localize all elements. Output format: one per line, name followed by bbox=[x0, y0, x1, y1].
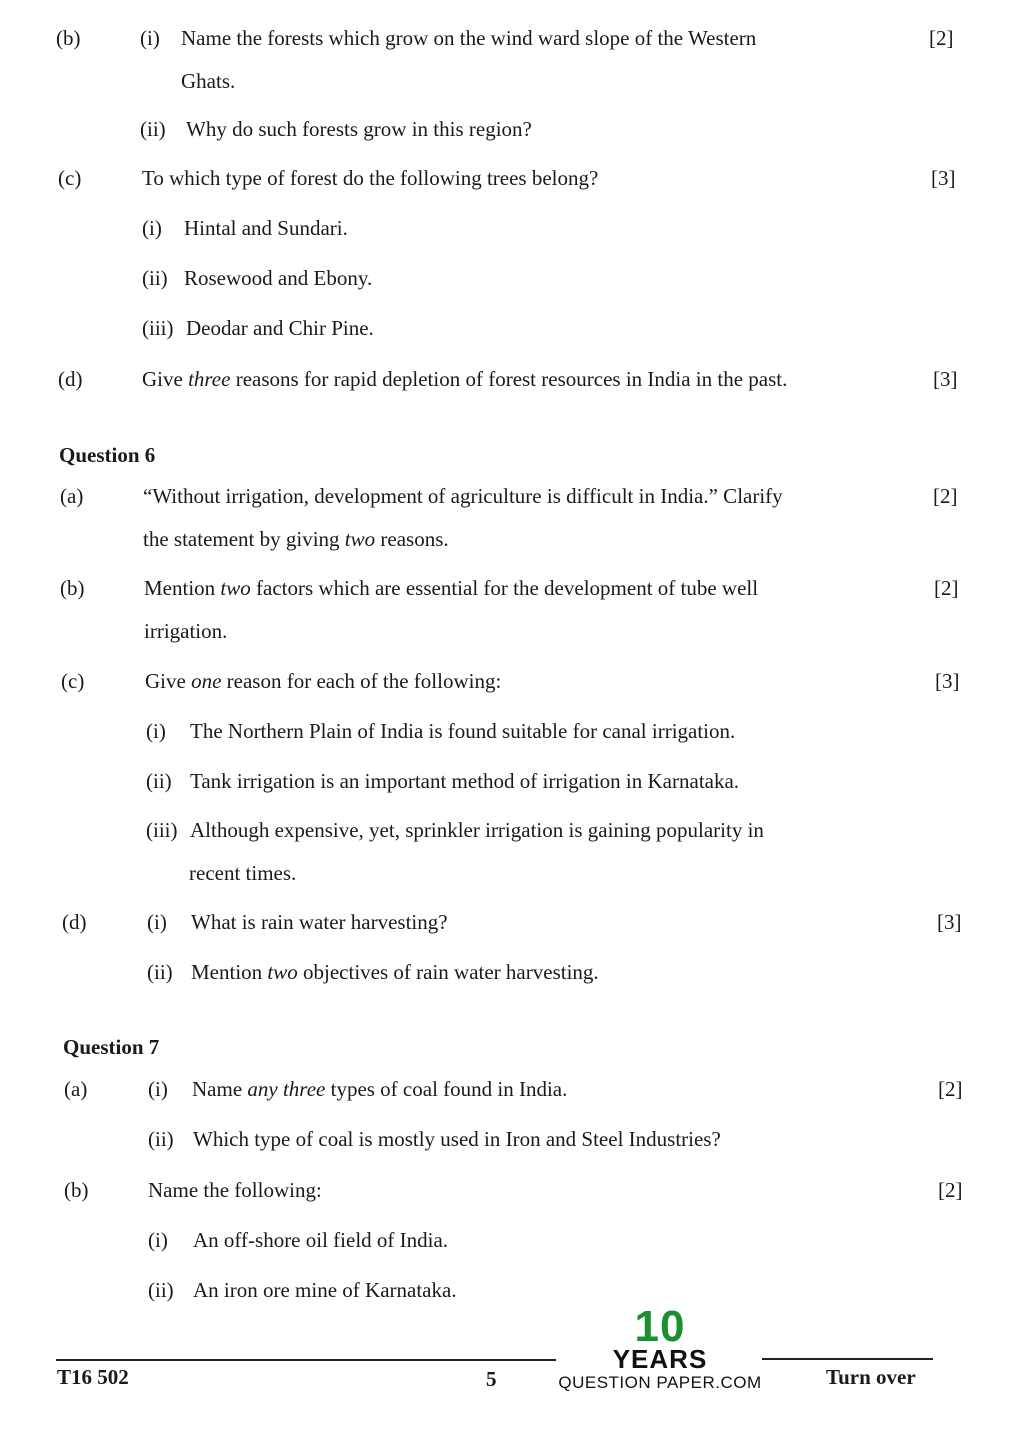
page-number: 5 bbox=[486, 1367, 497, 1391]
q6-d-marks: [3] bbox=[937, 910, 962, 934]
q7-b-label: (b) bbox=[64, 1178, 89, 1202]
q5-d-text-em: three bbox=[188, 367, 231, 391]
footer-rule-right bbox=[762, 1358, 933, 1360]
q6-d-ii-post: objectives of rain water harvesting. bbox=[297, 960, 599, 984]
q7-b-i-text: An off-shore oil field of India. bbox=[193, 1228, 449, 1252]
q6-b-line1-post: factors which are essential for the development of tube well bbox=[250, 576, 759, 600]
q7-a-i-em: any three bbox=[247, 1077, 326, 1101]
q6-a-marks: [2] bbox=[933, 484, 958, 508]
q5-b-ii-num: (ii) bbox=[140, 117, 166, 141]
q6-d-i-num: (i) bbox=[147, 910, 167, 934]
q7-b-text: Name the following: bbox=[148, 1178, 322, 1202]
q6-c-label: (c) bbox=[61, 669, 85, 693]
q6-d-ii-pre: Mention bbox=[191, 960, 268, 984]
q5-c-item-3-num: (iii) bbox=[142, 316, 174, 340]
q7-b-i-num: (i) bbox=[148, 1228, 168, 1252]
q7-b-ii-text: An iron ore mine of Karnataka. bbox=[193, 1278, 457, 1302]
q6-d-ii-text bbox=[191, 960, 599, 985]
question-7-title: Question 7 bbox=[63, 1035, 160, 1059]
q5-c-text: To which type of forest do the following trees belong? bbox=[142, 166, 599, 190]
q5-d-label: (d) bbox=[58, 367, 83, 391]
q6-c-iii-line1: Although expensive, yet, sprinkler irrigation is gaining popularity in bbox=[190, 818, 764, 842]
paper-code: T16 502 bbox=[57, 1365, 129, 1389]
q7-a-i-post: types of coal found in India. bbox=[325, 1077, 568, 1101]
q7-a-label: (a) bbox=[64, 1077, 88, 1101]
q6-b-line2: irrigation. bbox=[144, 619, 228, 643]
q7-b-ii-num: (ii) bbox=[148, 1278, 174, 1302]
q6-a-line1: “Without irrigation, development of agriculture is difficult in India.” Clarify bbox=[143, 484, 783, 508]
q5-b-label: (b) bbox=[56, 26, 81, 50]
q6-c-ii-text: Tank irrigation is an important method of irrigation in Karnataka. bbox=[190, 769, 740, 793]
q6-d-i-text: What is rain water harvesting? bbox=[191, 910, 448, 934]
q5-b-i-line2: Ghats. bbox=[181, 69, 236, 93]
q6-b-line1-pre: Mention bbox=[144, 576, 221, 600]
q7-a-i-num: (i) bbox=[148, 1077, 168, 1101]
ten-years-logo bbox=[555, 1302, 765, 1396]
q6-b-label: (b) bbox=[60, 576, 85, 600]
q7-a-i-text bbox=[192, 1077, 567, 1102]
q7-b-marks: [2] bbox=[938, 1178, 963, 1202]
q5-d-text bbox=[142, 367, 787, 392]
logo-site: QUESTION PAPER.COM bbox=[558, 1373, 762, 1392]
q5-c-label: (c) bbox=[58, 166, 82, 190]
q5-b-i-line1: Name the forests which grow on the wind ward slope of the Western bbox=[181, 26, 757, 50]
q6-c-marks: [3] bbox=[935, 669, 960, 693]
q6-d-ii-num: (ii) bbox=[147, 960, 173, 984]
footer-rule-left bbox=[56, 1359, 556, 1361]
q6-b-marks: [2] bbox=[934, 576, 959, 600]
q5-c-marks: [3] bbox=[931, 166, 956, 190]
q6-a-label: (a) bbox=[60, 484, 84, 508]
q5-b-i-num: (i) bbox=[140, 26, 160, 50]
q6-c-text bbox=[145, 669, 501, 694]
q5-b-marks: [2] bbox=[929, 26, 954, 50]
q5-b-ii-text: Why do such forests grow in this region? bbox=[186, 117, 532, 141]
q5-d-text-pre: Give bbox=[142, 367, 189, 391]
q5-d-marks: [3] bbox=[933, 367, 958, 391]
q6-c-iii-num: (iii) bbox=[146, 818, 178, 842]
q5-c-item-2-num: (ii) bbox=[142, 266, 168, 290]
logo-years: YEARS bbox=[612, 1344, 708, 1374]
q6-c-ii-num: (ii) bbox=[146, 769, 172, 793]
q7-a-i-pre: Name bbox=[192, 1077, 248, 1101]
q6-c-i-num: (i) bbox=[146, 719, 166, 743]
q5-c-item-2-text: Rosewood and Ebony. bbox=[184, 266, 373, 290]
q6-d-label: (d) bbox=[62, 910, 87, 934]
q6-a-line2-post: reasons. bbox=[375, 527, 449, 551]
q7-a-ii-num: (ii) bbox=[148, 1127, 174, 1151]
q5-d-text-post: reasons for rapid depletion of forest resources in India in the past. bbox=[230, 367, 788, 391]
q6-c-iii-line2: recent times. bbox=[189, 861, 297, 885]
q6-b-line1-em: two bbox=[220, 576, 251, 600]
question-6-title: Question 6 bbox=[59, 443, 156, 467]
logo-number: 10 bbox=[634, 1302, 686, 1351]
q6-d-ii-em: two bbox=[267, 960, 298, 984]
q5-c-item-1-num: (i) bbox=[142, 216, 162, 240]
q7-a-ii-text: Which type of coal is mostly used in Iron and Steel Industries? bbox=[193, 1127, 721, 1151]
q5-c-item-1-text: Hintal and Sundari. bbox=[184, 216, 348, 240]
q6-a-line2 bbox=[143, 527, 449, 552]
q7-a-marks: [2] bbox=[938, 1077, 963, 1101]
q6-a-line2-em: two bbox=[344, 527, 376, 551]
q5-c-item-3-text: Deodar and Chir Pine. bbox=[186, 316, 374, 340]
q6-c-text-pre: Give bbox=[145, 669, 192, 693]
q6-c-text-post: reason for each of the following: bbox=[221, 669, 502, 693]
q6-c-text-em: one bbox=[191, 669, 222, 693]
q6-a-line2-pre: the statement by giving bbox=[143, 527, 345, 551]
q6-b-line1 bbox=[144, 576, 758, 601]
q6-c-i-text: The Northern Plain of India is found suitable for canal irrigation. bbox=[190, 719, 736, 743]
turn-over-label: Turn over bbox=[826, 1365, 916, 1389]
